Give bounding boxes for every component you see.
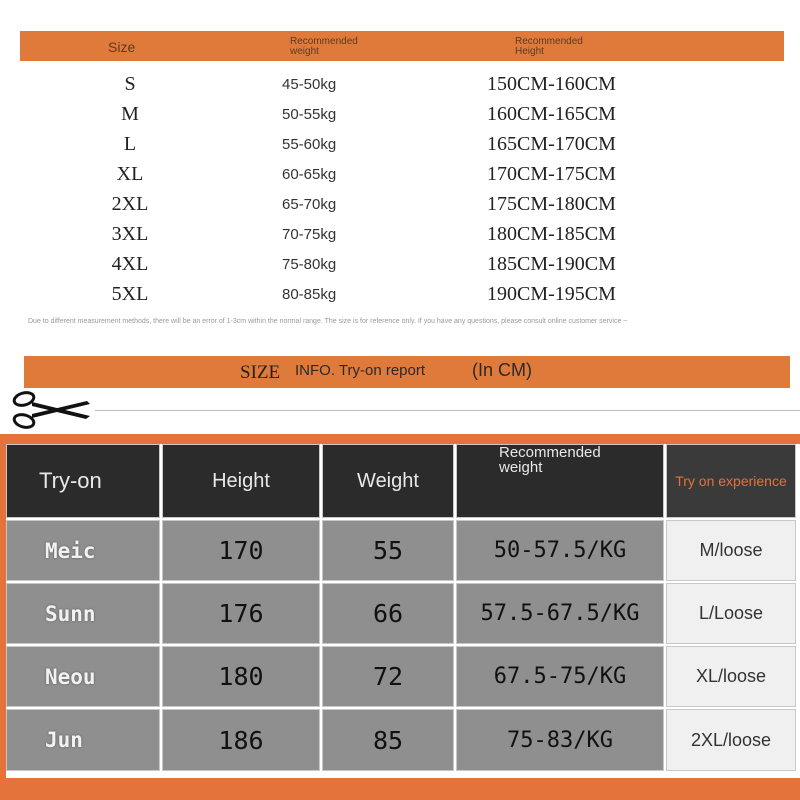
tryon-height: 186 [162, 709, 320, 771]
size-height: 165CM-170CM [487, 133, 616, 155]
col-header-experience: Try on experience [666, 444, 796, 518]
size-name: 4XL [111, 253, 149, 275]
size-name: 2XL [111, 193, 149, 215]
header-recommended-weight [290, 37, 358, 57]
banner-size: SIZE [240, 362, 281, 383]
size-weight: 80-85kg [282, 286, 337, 303]
tryon-name: Jun [6, 709, 160, 771]
cut-line [95, 410, 800, 411]
size-row-5xl [0, 283, 800, 313]
header-weight-line2: weight [290, 46, 319, 57]
col-header-weight: Weight [322, 444, 454, 518]
size-weight: 50-55kg [282, 106, 337, 123]
header-height-line2: Height [515, 46, 544, 57]
tryon-height: 180 [162, 646, 320, 707]
rec-header-line2: weight [499, 459, 543, 476]
tryon-weight: 72 [322, 646, 454, 707]
col-header-height: Height [162, 444, 320, 518]
size-row-m [0, 103, 800, 133]
size-name: XL [116, 163, 144, 185]
tryon-recommended: 57.5-67.5/KG [456, 583, 664, 644]
size-weight: 70-75kg [282, 226, 337, 243]
size-row-xl [0, 163, 800, 193]
tryon-experience: L/Loose [666, 583, 796, 644]
size-height: 190CM-195CM [487, 283, 616, 305]
size-name: S [124, 73, 136, 95]
size-height: 185CM-190CM [487, 253, 616, 275]
header-weight-line1: Recommended [290, 36, 358, 47]
header-recommended-height [515, 37, 583, 57]
tryon-recommended: 50-57.5/KG [456, 520, 664, 581]
tryon-height: 170 [162, 520, 320, 581]
bottom-strip [0, 780, 800, 800]
size-name: 5XL [111, 283, 149, 305]
size-height: 180CM-185CM [487, 223, 616, 245]
size-row-2xl [0, 193, 800, 223]
size-row-3xl [0, 223, 800, 253]
size-weight: 45-50kg [282, 76, 337, 93]
tryon-height: 176 [162, 583, 320, 644]
col-header-tryon: Try-on [6, 444, 160, 518]
banner-title: INFO. Try-on report [295, 362, 426, 379]
tryon-experience: M/loose [666, 520, 796, 581]
tryon-experience: XL/loose [666, 646, 796, 707]
size-row-s [0, 73, 800, 103]
size-row-4xl [0, 253, 800, 283]
size-chart-header [20, 31, 784, 61]
size-height: 150CM-160CM [487, 73, 616, 95]
tryon-table [6, 444, 800, 778]
header-height-line1: Recommended [515, 36, 583, 47]
size-name: M [121, 103, 139, 125]
size-height: 170CM-175CM [487, 163, 616, 185]
size-weight: 65-70kg [282, 196, 337, 213]
tryon-weight: 85 [322, 709, 454, 771]
size-info-banner [24, 356, 790, 388]
tryon-name: Neou [6, 646, 160, 707]
header-size: Size [108, 39, 136, 55]
size-height: 175CM-180CM [487, 193, 616, 215]
tryon-recommended: 67.5-75/KG [456, 646, 664, 707]
rec-header-line1: Recommended [499, 444, 601, 461]
size-row-l [0, 133, 800, 163]
tryon-panel [0, 434, 800, 800]
size-name: L [123, 133, 137, 155]
scissors-icon [10, 386, 92, 439]
tryon-name: Meic [6, 520, 160, 581]
tryon-recommended: 75-83/KG [456, 709, 664, 771]
tryon-name: Sunn [6, 583, 160, 644]
col-header-recommended-weight [456, 444, 664, 518]
banner-unit: (In CM) [472, 360, 532, 380]
size-weight: 55-60kg [282, 136, 337, 153]
tryon-experience: 2XL/loose [666, 709, 796, 771]
size-weight: 60-65kg [282, 166, 337, 183]
tryon-weight: 66 [322, 583, 454, 644]
measurement-note: Due to different measurement methods, there will be an error of 1-3cm within the normal range. The size is for reference only. If you have any questions, please consult online customer service ~ [28, 318, 628, 325]
size-weight: 75-80kg [282, 256, 337, 273]
tryon-weight: 55 [322, 520, 454, 581]
size-name: 3XL [111, 223, 149, 245]
size-height: 160CM-165CM [487, 103, 616, 125]
